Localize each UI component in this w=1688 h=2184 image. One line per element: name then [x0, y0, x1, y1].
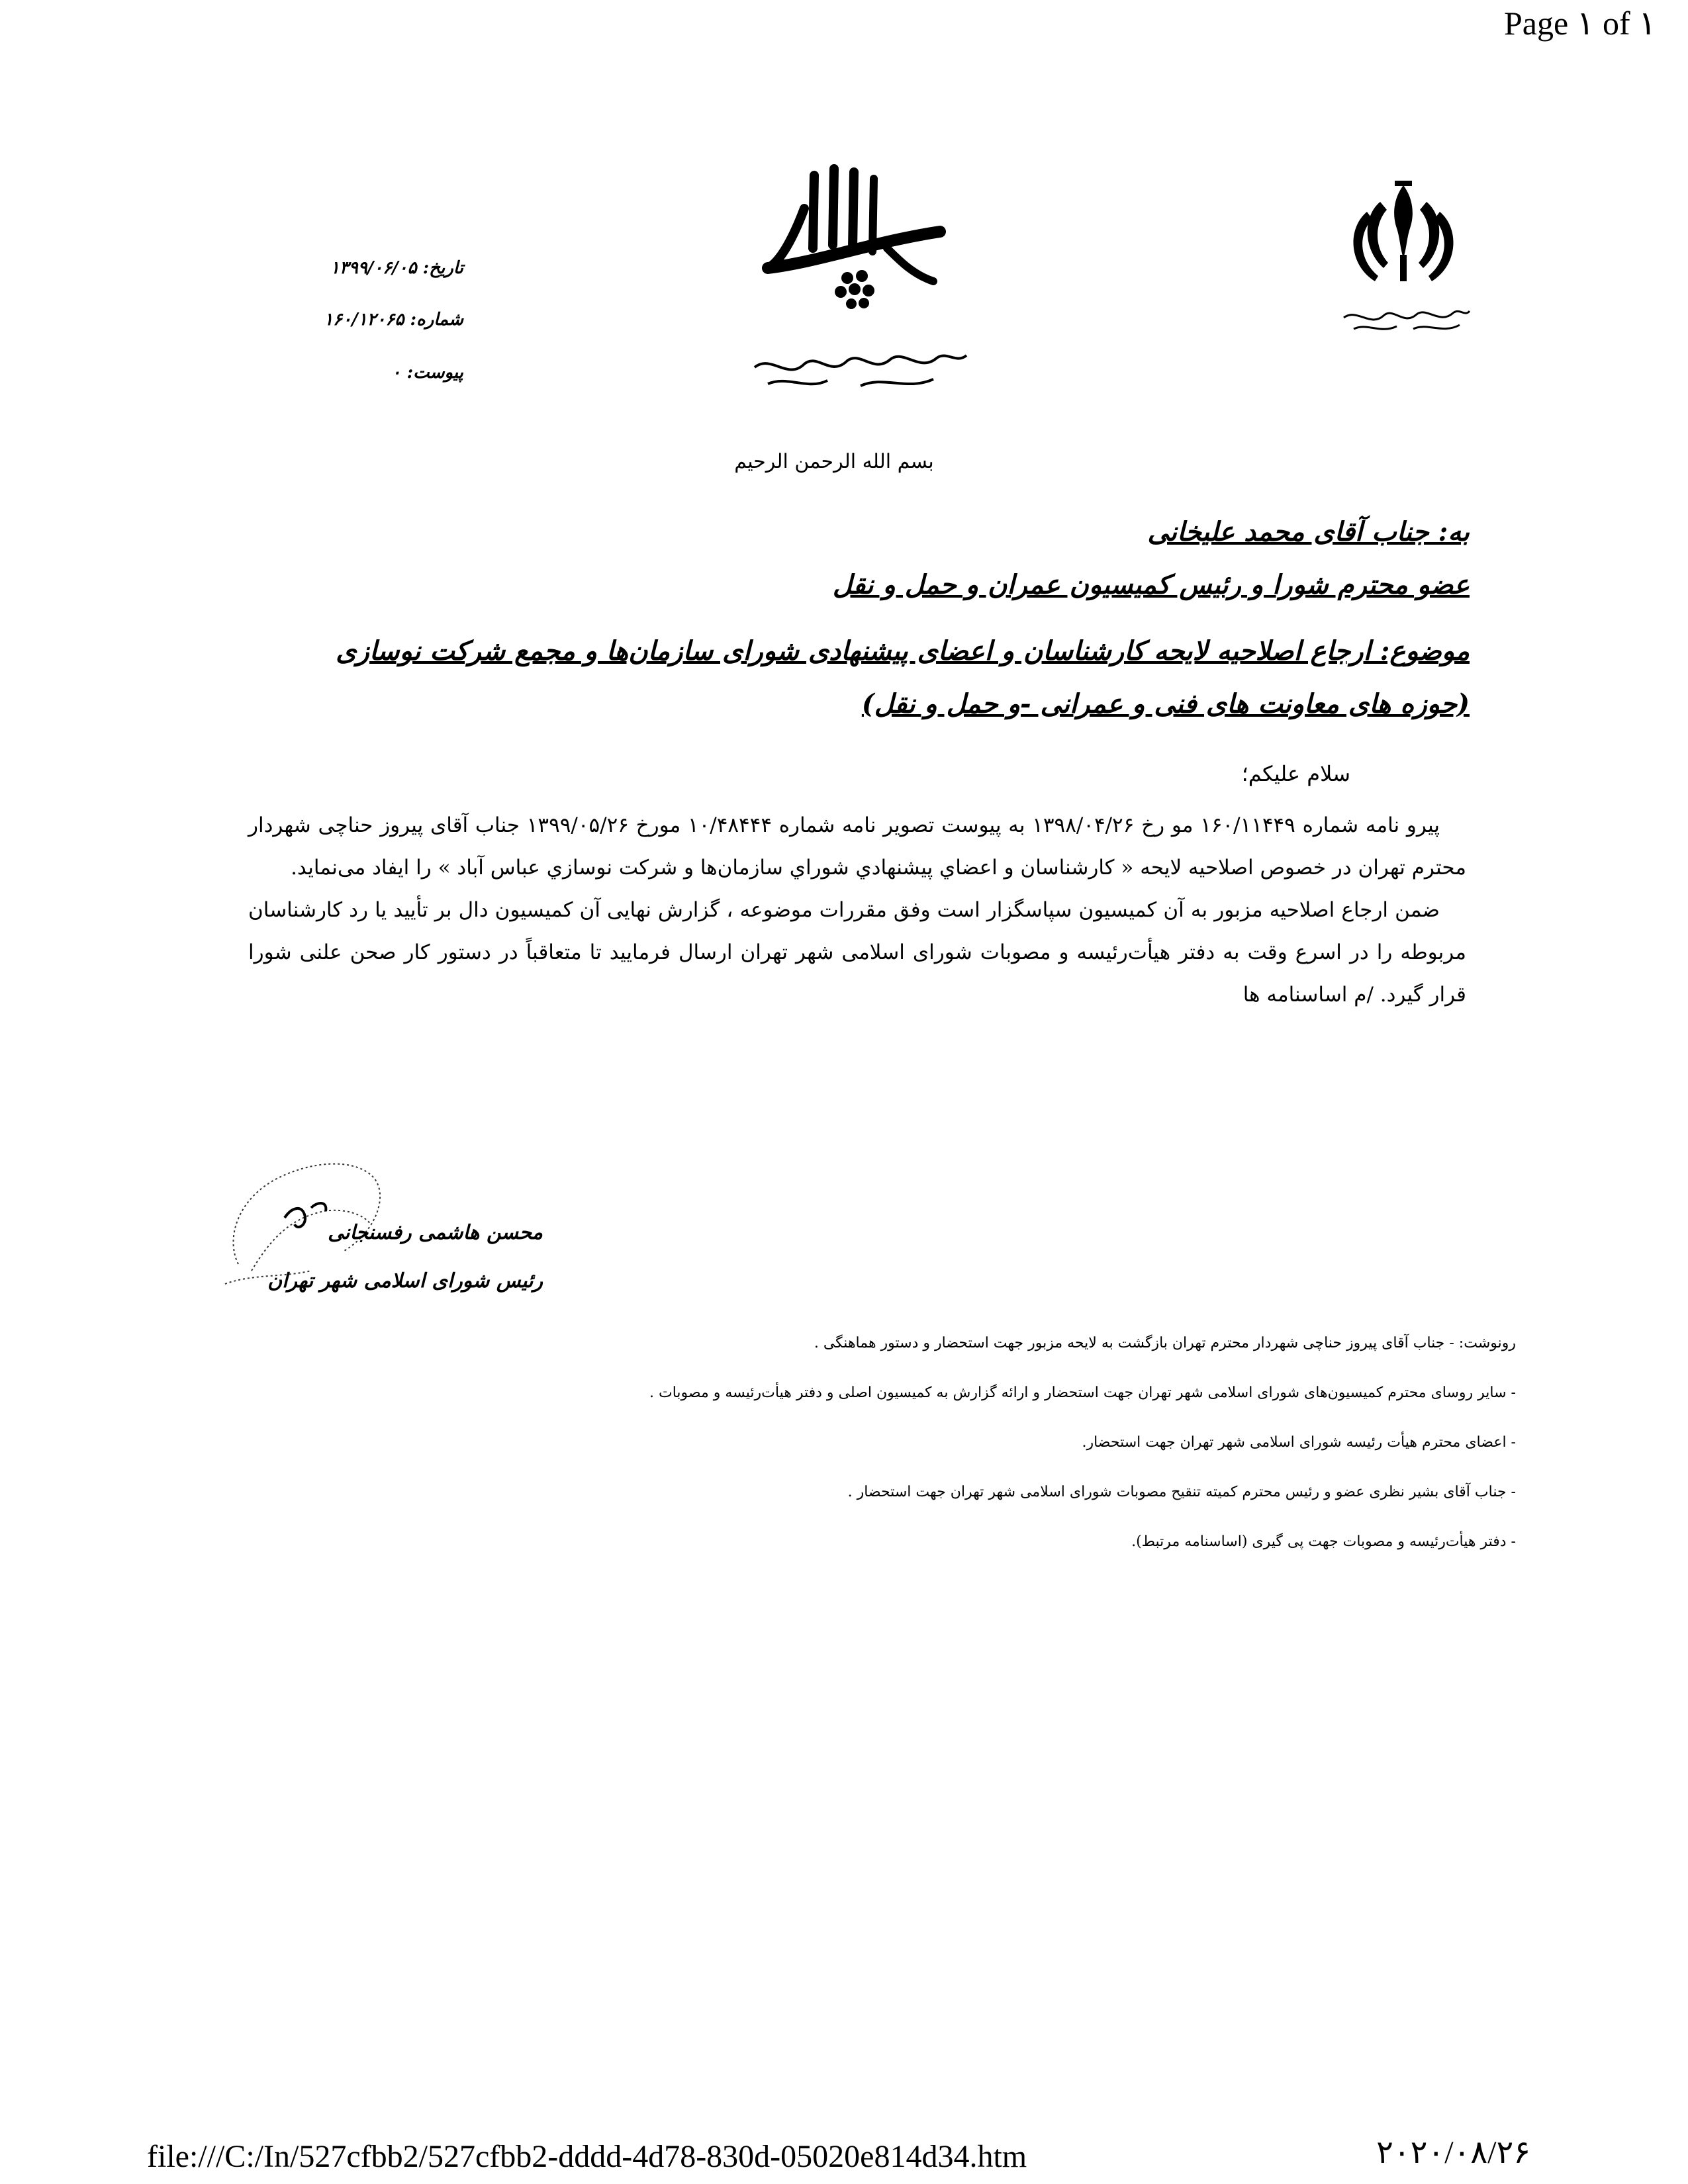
addressee-line: به: جناب آقای محمد علیخانی	[1147, 516, 1470, 547]
iran-emblem-logo	[1334, 175, 1473, 341]
letter-attachment: پیوست: ۰	[391, 363, 463, 383]
council-logo-icon	[741, 162, 980, 400]
cc-item: - اعضای محترم هیأت رئیسه شورای اسلامی شهر تهران جهت استحضار.	[1082, 1434, 1516, 1451]
subject-line: موضوع: ارجاع اصلاحیه لایحه کارشناسان و اعضای پیشنهادی شورای سازمان‌ها و مجمع شرکت نوسازی	[336, 635, 1470, 666]
signer-title: رئیس شورای اسلامی شهر تهران	[267, 1269, 543, 1293]
cc-list	[192, 1330, 1516, 1578]
page-indicator: Page ۱ of ۱	[1503, 5, 1656, 42]
emblem-icon	[1334, 175, 1473, 341]
basmala: بسم الله الرحمن الرحیم	[734, 450, 934, 473]
addressee-position: عضو محترم شورا و رئیس کمیسیون عمران و حمل و نقل	[832, 569, 1470, 600]
subject-line-continued: (حوزه های معاونت های فنی و عمرانی -و حمل و نقل)	[861, 688, 1470, 719]
letter-date: تاریخ: ۱۳۹۹/۰۶/۰۵	[330, 258, 463, 278]
letter-body	[248, 804, 1466, 1016]
signer-name: محسن هاشمی رفسنجانی	[328, 1221, 543, 1244]
greeting: سلام علیکم؛	[1241, 761, 1350, 786]
letter-number: شماره: ۱۶۰/۱۲۰۶۵	[324, 310, 463, 330]
cc-item: - دفتر هیأت‌رئیسه و مصوبات جهت پی گیری (اساسنامه مرتبط).	[1131, 1533, 1516, 1550]
file-url: file:///C:/In/527cfbb2/527cfbb2-dddd-4d78-830d-05020e814d34.htm	[147, 2139, 1027, 2174]
cc-item: - جناب آقای بشیر نظری عضو و رئیس محترم کمیته تنقیح مصوبات شورای اسلامی شهر تهران جهت استحضار .	[847, 1484, 1516, 1500]
body-paragraph: ضمن ارجاع اصلاحیه مزبور به آن کمیسیون سپاسگزار است وفق مقررات موضوعه ، گزارش نهایی آن کمیسیون دال بر تأیید یا رد کارشناسان مربوطه را در اسرع وقت به دفتر هیأت‌رئیسه و مصوبات شورای اسلامی شهر تهران ارسال فرمایید تا متعاقباً در دستور کار صحن علنی شورا قرار گیرد. /م اساسنامه ها	[248, 898, 1466, 1007]
tehran-council-logo	[741, 162, 980, 400]
cc-item: - سایر روسای محترم کمیسیون‌های شورای اسلامی شهر تهران جهت استحضار و ارائه گزارش به کمیسیون اصلی و دفتر هیأت‌رئیسه و مصوبات .	[649, 1385, 1516, 1401]
print-date: ۲۰۲۰/۰۸/۲۶	[1376, 2135, 1530, 2170]
cc-item: رونوشت: - جناب آقای پیروز حناچی شهردار محترم تهران بازگشت به لایحه مزبور جهت استحضار و دستور هماهنگی .	[814, 1335, 1516, 1351]
body-paragraph: پیرو نامه شماره ۱۶۰/۱۱۴۴۹ مو رخ ۱۳۹۸/۰۴/۲۶ به پیوست تصویر نامه شماره ۱۰/۴۸۴۴۴ مورخ ۱۳۹۹/۰۵/۲۶ جناب آقای پیروز حناچی شهردار محترم تهران در خصوص اصلاحیه لایحه « کارشناسان و اعضاي پیشنهادي شوراي سازمان‌ها و شرکت نوسازي عباس آباد » را ایفاد می‌نماید.	[248, 813, 1466, 880]
